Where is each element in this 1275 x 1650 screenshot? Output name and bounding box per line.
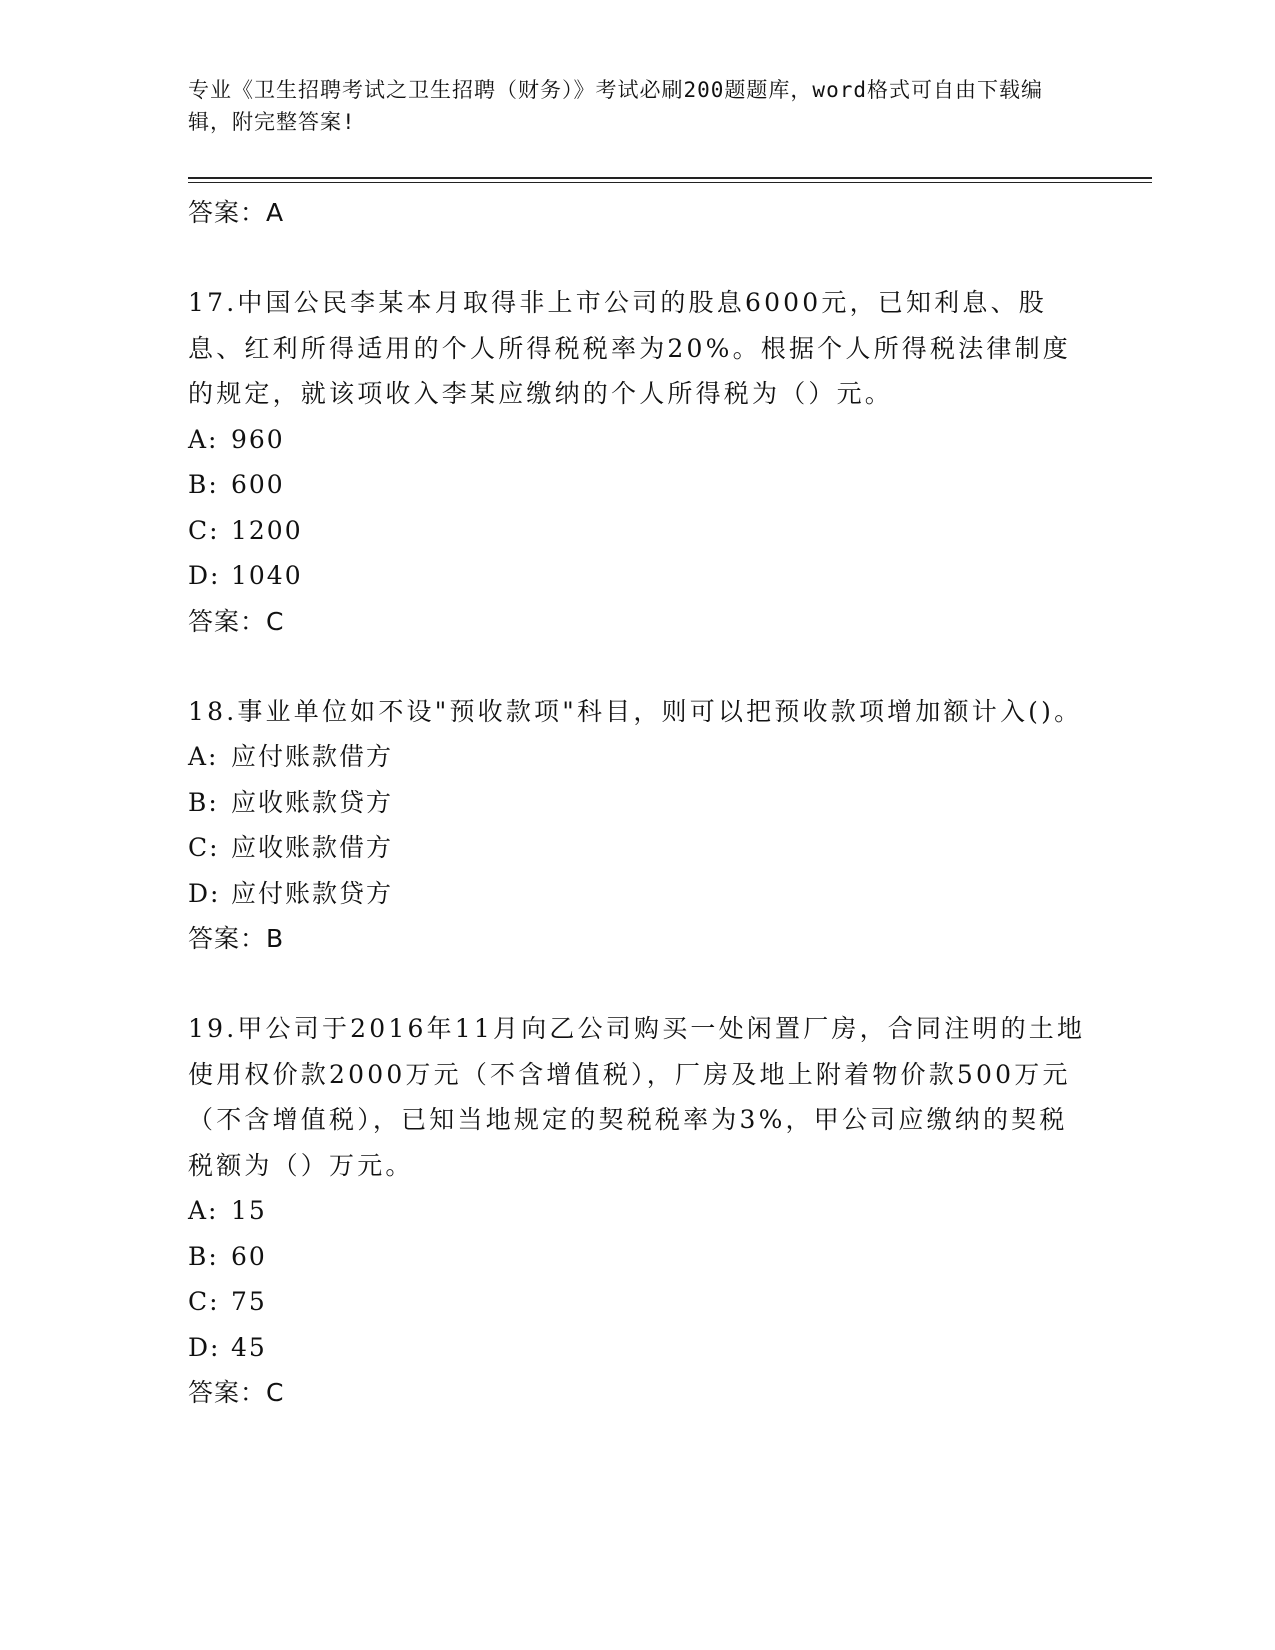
option-value: 应付账款借方 <box>231 742 394 771</box>
option-c <box>188 825 1088 871</box>
option-a <box>188 1188 1088 1234</box>
option-letter: A: <box>188 742 219 771</box>
option-value: 45 <box>231 1332 267 1362</box>
option-b <box>188 1234 1088 1280</box>
document-header: 专业《卫生招聘考试之卫生招聘（财务）》考试必刷200题题库，word格式可自由下载编辑，附完整答案! <box>188 78 1043 134</box>
question-list <box>188 190 1088 1416</box>
option-c <box>188 1279 1088 1325</box>
option-letter: A: <box>188 1196 219 1225</box>
option-value: 应付账款贷方 <box>231 878 394 908</box>
option-a <box>188 417 1088 463</box>
option-b <box>188 462 1088 508</box>
option-value: 60 <box>231 1241 267 1271</box>
option-value: 15 <box>231 1196 267 1225</box>
option-value: 600 <box>231 470 285 499</box>
question-text: 19.甲公司于2016年11月向乙公司购买一处闲置厂房，合同注明的土地使用权价款2000万元（不含增值税），厂房及地上附着物价款500万元（不含增值税），已知当地规定的契税税率为3%，甲公司应缴纳的契税税额为（）万元。 <box>188 1014 1086 1180</box>
previous-answer: 答案：A <box>188 198 285 227</box>
question-17 <box>188 280 1088 645</box>
option-c <box>188 508 1088 554</box>
answer-line: 答案：B <box>188 924 285 953</box>
option-letter: B: <box>188 1241 219 1271</box>
option-value: 1200 <box>231 515 303 545</box>
option-value: 应收账款贷方 <box>231 787 394 817</box>
answer-line: 答案：C <box>188 606 285 636</box>
option-value: 1040 <box>231 561 303 590</box>
option-b <box>188 780 1088 826</box>
option-letter: C: <box>188 1287 220 1316</box>
question-19 <box>188 1006 1088 1416</box>
option-value: 75 <box>231 1287 267 1316</box>
header-divider-thin <box>188 182 1152 183</box>
question-text: 18.事业单位如不设"预收款项"科目，则可以把预收款项增加额计入()。 <box>188 696 1083 726</box>
option-value: 应收账款借方 <box>231 833 394 862</box>
option-d <box>188 1325 1088 1371</box>
option-letter: C: <box>188 833 220 862</box>
option-d <box>188 871 1088 917</box>
option-d <box>188 553 1088 599</box>
option-letter: A: <box>188 424 219 454</box>
option-a <box>188 734 1088 780</box>
option-letter: C: <box>188 515 220 545</box>
option-letter: D: <box>188 561 221 590</box>
option-letter: D: <box>188 878 221 908</box>
option-letter: B: <box>188 470 219 499</box>
header-divider-thick <box>188 177 1152 179</box>
option-value: 960 <box>231 424 285 454</box>
option-letter: B: <box>188 787 219 817</box>
question-text: 17.中国公民李某本月取得非上市公司的股息6000元，已知利息、股息、红利所得适用的个人所得税税率为20%。根据个人所得税法律制度的规定，就该项收入李某应缴纳的个人所得税为（）元。 <box>188 288 1071 408</box>
question-18 <box>188 689 1088 963</box>
option-letter: D: <box>188 1332 221 1362</box>
answer-line: 答案：C <box>188 1378 285 1407</box>
